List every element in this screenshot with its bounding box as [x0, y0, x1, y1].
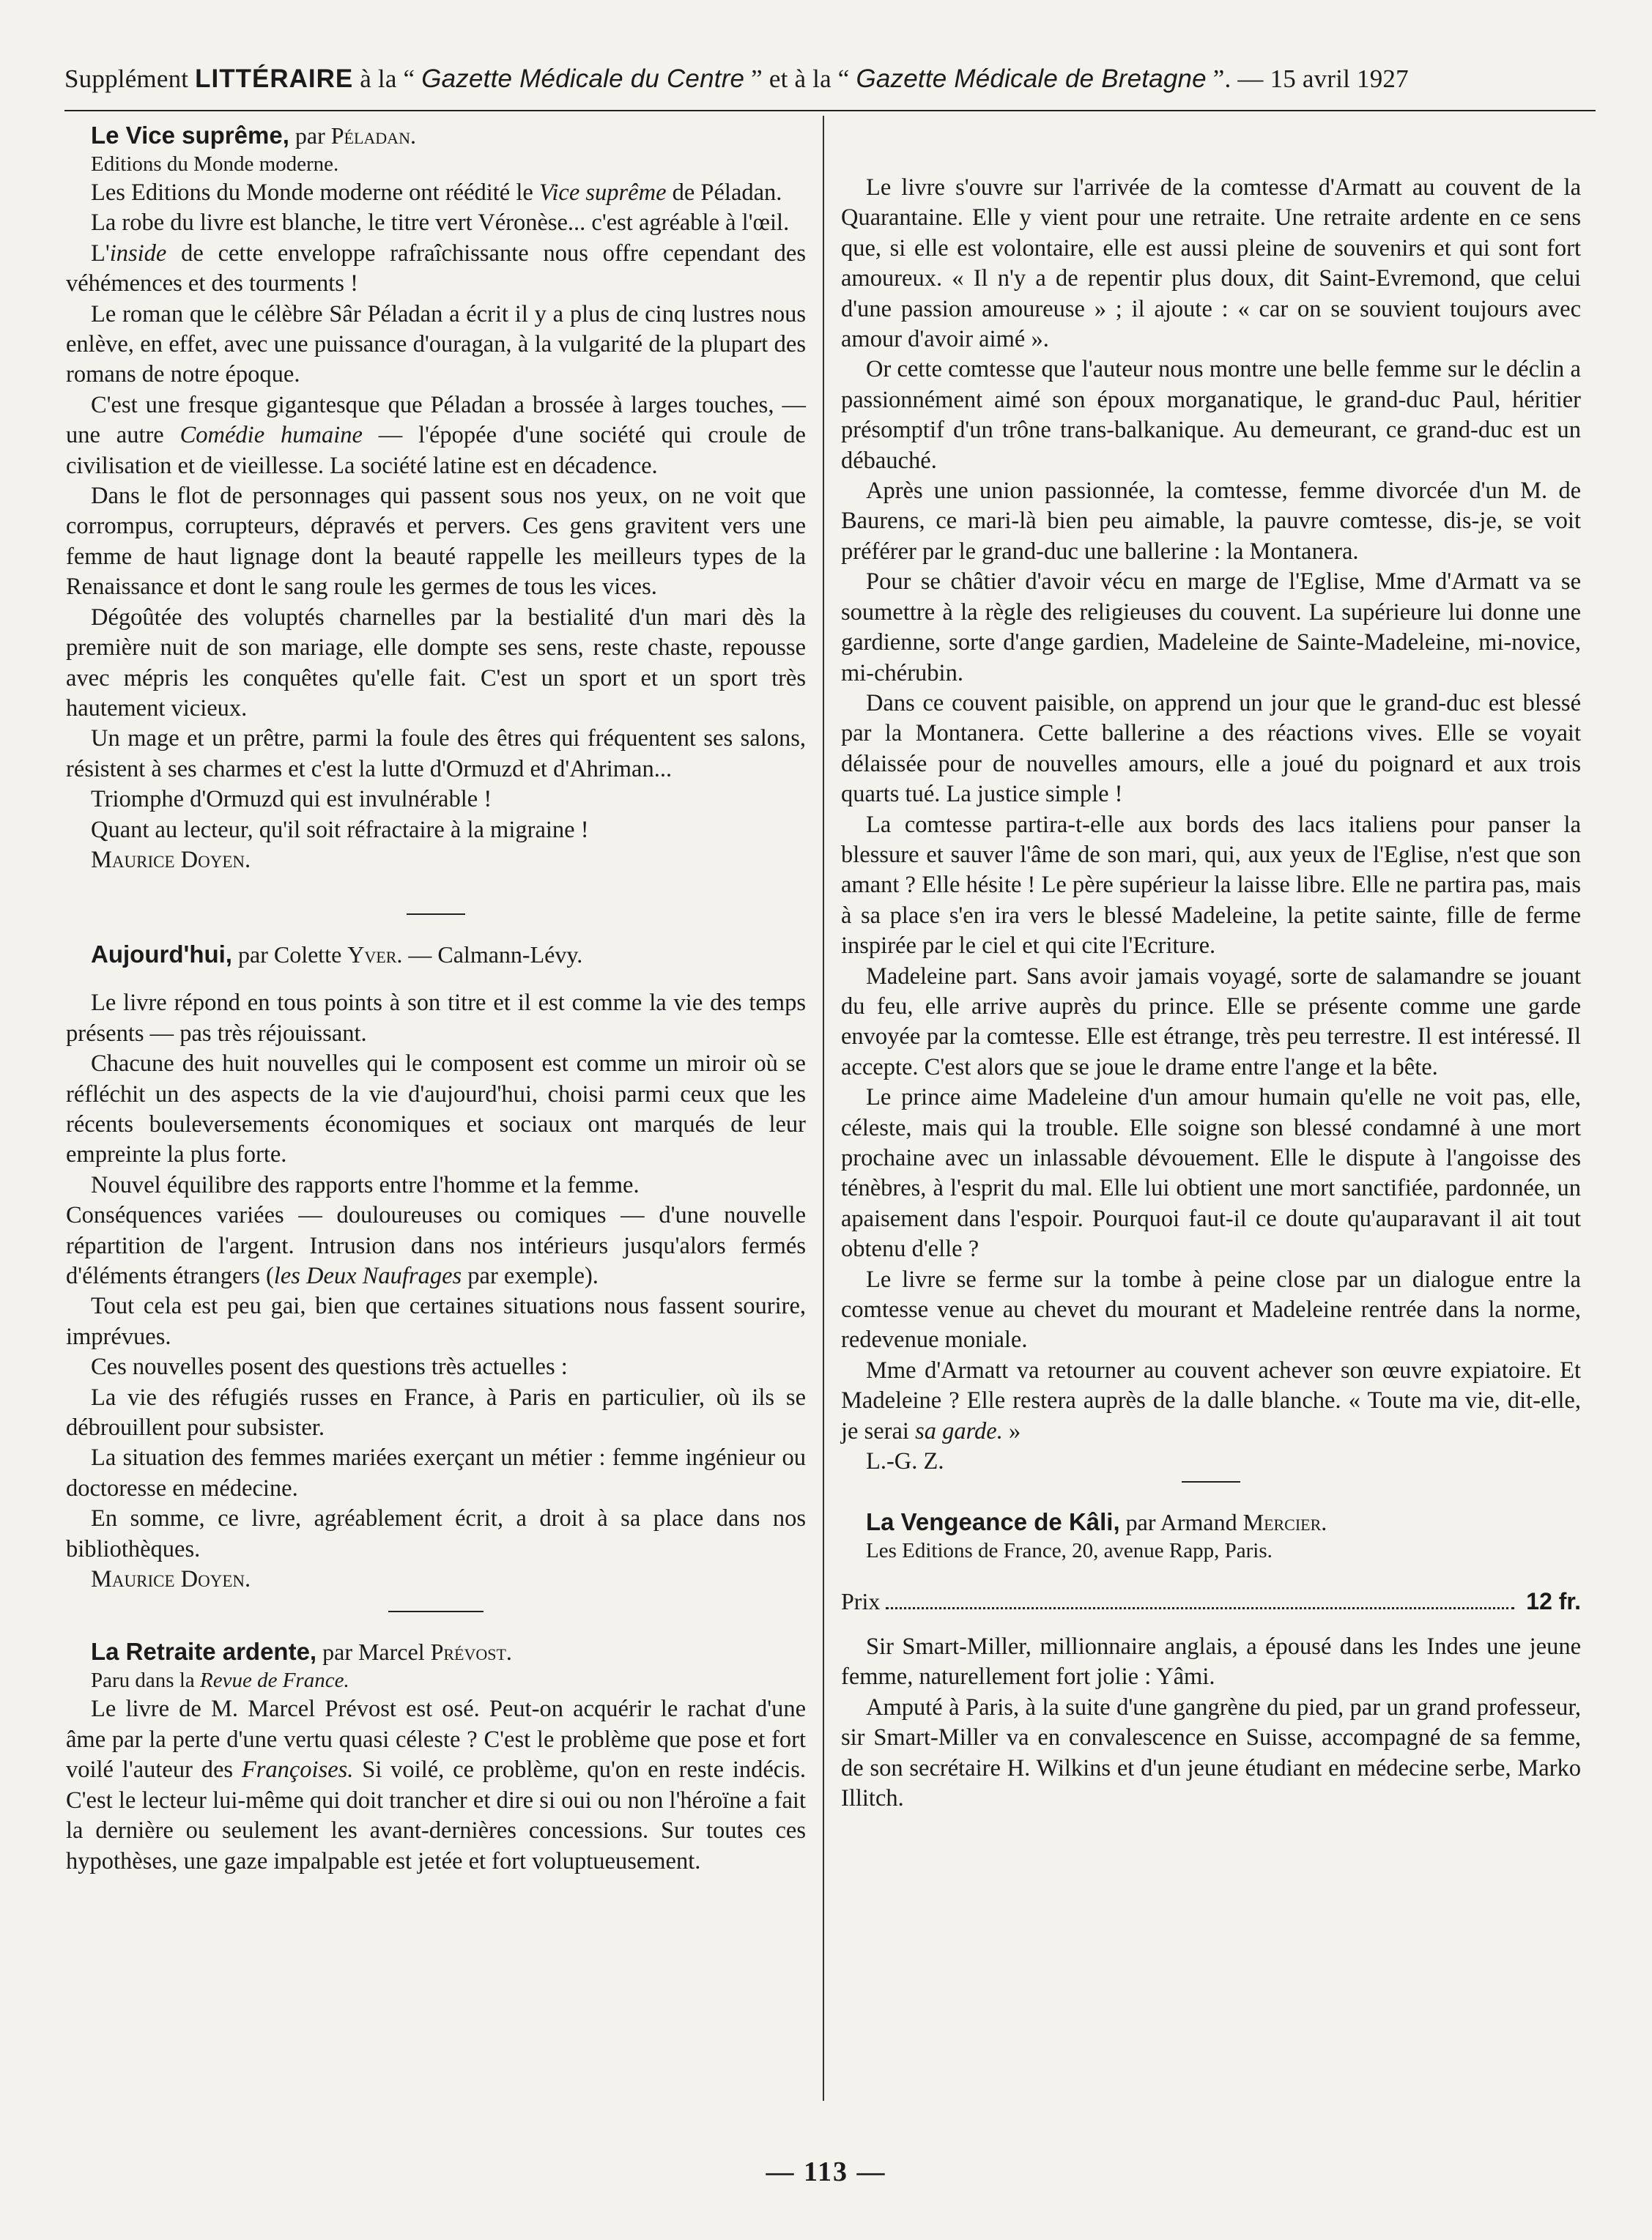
paragraph: Dans ce couvent paisible, on apprend un jour que le grand-duc est blessé par la Montanera. Cette ballerine a des réactions vives. Elle se voyait délaissée pour de nouvelles amours, elle a joué du poignard et aux trois quarts tué. La justice simple ! [841, 689, 1581, 808]
paragraph: La vie des réfugiés russes en France, à Paris en particulier, où ils se débrouillent pour subsister. [66, 1384, 806, 1442]
paragraph: Le roman que le célèbre Sâr Péladan a écrit il y a plus de cinq lustres nous enlève, en effet, avec une puissance d'ouragan, à la vulgarité de la plupart des romans de notre époque. [66, 300, 806, 388]
header-litteraire: LITTÉRAIRE [195, 64, 354, 93]
paragraph: Mme d'Armatt va retourner au couvent achever son œuvre expiatoire. Et Madeleine ? Elle restera auprès de la dalle blanche. « Toute ma vie, dit-elle, je serai sa garde. » [841, 1357, 1581, 1444]
review-retraite-ardente-continued [841, 173, 1581, 1477]
review-vice-supreme [66, 121, 806, 875]
review-aujourdhui [66, 940, 806, 1595]
paragraph: Madeleine part. Sans avoir jamais voyagé, sorte de salamandre se jouant du feu, elle arrive auprès du prince. Elle se présente comme une garde envoyée par la comtesse. Elle est étrange, très peu terrestre. Il est intéressé. Il accepte. C'est alors que se joue le drame entre l'ange et la bête. [841, 963, 1581, 1080]
paragraph: Le livre de M. Marcel Prévost est osé. Peut-on acquérir le rachat d'une âme par la perte d'une vertu quasi céleste ? C'est le problème que pose et fort voilé l'auteur des Françoises. Si voilé, ce problème, qu'on en reste indécis. C'est le lecteur lui-même qui doit trancher et dire si oui ou non l'héroïne a fait la dernière ou seulement les avant-dernières concessions. Sur toutes ces hypothèses, une gaze impalpable est jetée et fort voluptueusement. [66, 1696, 807, 1874]
review-title: Le Vice suprême, par Péladan. [91, 122, 416, 149]
header-journal1: Gazette Médicale du Centre [421, 64, 745, 93]
review-publisher: Paru dans la Revue de France. [91, 1669, 349, 1693]
page-header [64, 64, 1596, 94]
paragraph: Le livre s'ouvre sur l'arrivée de la comtesse d'Armatt au couvent de la Quarantaine. Elle y vient pour une retraite. Une retraite ardente en ce sens que, si elle est volontaire, elle est aussi pleine de souvenirs et qui sont fort amoureux. « Il n'y a de repentir plus doux, dit Saint-Evremond, que celui d'une passion amoureuse » ; il ajoute : « car on se souvient toujours avec amour d'avoir aimé ». [841, 174, 1581, 353]
paragraph: Pour se châtier d'avoir vécu en marge de l'Eglise, Mme d'Armatt va se soumettre à la règle des religieuses du couvent. La supérieure lui donne une gardienne, sorte d'ange gardien, Madeleine de Sainte-Madeleine, mi-novice, mi-chérubin. [841, 568, 1581, 686]
price-line [841, 1587, 1581, 1617]
review-publisher: Editions du Monde moderne. [91, 152, 339, 176]
signature: Maurice Doyen. [91, 846, 251, 873]
review-vengeance-de-kali [841, 1507, 1581, 1814]
paragraph: Le livre répond en tous points à son titre et il est comme la vie des temps présents — pas très réjouissant. [66, 990, 806, 1047]
paragraph: La situation des femmes mariées exerçant un métier : femme ingénieur ou doctoresse en médecine. [66, 1444, 806, 1502]
paragraph: Conséquences variées — douloureuses ou comiques — d'une nouvelle répartition de l'argent. Intrusion dans nos intérieurs jusqu'alors fermés d'éléments étrangers (les Deux Naufrages par exemple). [66, 1202, 806, 1289]
page-number: — 113 — [766, 2156, 886, 2187]
separator [407, 913, 465, 915]
right-column [841, 173, 1581, 1814]
signature: L.-G. Z. [866, 1448, 944, 1475]
header-date: ”. — 15 avril 1927 [1206, 64, 1409, 93]
left-column [66, 121, 806, 1877]
paragraph: Chacune des huit nouvelles qui le composent est comme un miroir où se réfléchit un des aspects de la vie d'aujourd'hui, choisi parmi ceux que les récents bouleversements économiques et sociaux ont marqués de leur empreinte la plus forte. [66, 1050, 806, 1168]
review-title: La Vengeance de Kâli, par Armand Mercier. [866, 1508, 1327, 1536]
review-retraite-ardente [66, 1637, 806, 1876]
paragraph: Ces nouvelles posent des questions très actuelles : [91, 1354, 568, 1381]
paragraph: Le livre se ferme sur la tombe à peine close par un dialogue entre la comtesse venue au chevet du mourant et Madeleine rentrée dans la norme, redevenue moniale. [841, 1266, 1581, 1354]
separator [388, 1611, 484, 1612]
separator [1182, 1481, 1240, 1483]
paragraph: C'est une fresque gigantesque que Péladan a brossée à larges touches, — une autre Comédie humaine — l'épopée d'une société qui croule de civilisation et de vieillesse. La société latine est en décadence. [66, 391, 806, 479]
price-leader-dots [886, 1607, 1514, 1609]
header-rule [64, 110, 1596, 111]
price-label: Prix [841, 1588, 881, 1615]
paragraph: L'inside de cette enveloppe rafraîchissante nous offre cependant des véhémences et des tourments ! [66, 240, 806, 297]
paragraph: Tout cela est peu gai, bien que certaines situations nous fassent sourire, imprévues. [66, 1293, 806, 1350]
paragraph: Dans le flot de personnages qui passent sous nos yeux, on ne voit que corrompus, corrupteurs, dépravés et pervers. Ces gens gravitent vers une femme de haut lignage dont la beauté rappelle les meilleurs types de la Renaissance et dont le sang roule les germes de tous les vices. [66, 483, 806, 601]
paragraph: Quant au lecteur, qu'il soit réfractaire à la migraine ! [91, 816, 589, 843]
paragraph: Or cette comtesse que l'auteur nous montre une belle femme sur le déclin a passionnément aimé son époux morganatique, le grand-duc Paul, héritier présomptif d'un trône trans-balkanique. Au demeurant, ce grand-duc est un débauché. [841, 356, 1581, 474]
paragraph: Un mage et un prêtre, parmi la foule des êtres qui fréquentent ses salons, résistent à ses charmes et c'est la lutte d'Ormuzd et d'Ahriman... [66, 725, 806, 782]
paragraph: Triomphe d'Ormuzd qui est invulnérable ! [91, 786, 492, 813]
paragraph: Après une union passionnée, la comtesse, femme divorcée d'un M. de Baurens, ce mari-là bien peu aimable, la pauvre comtesse, dis-je, se voit préférer par le grand-duc une ballerine : la Montanera. [841, 478, 1581, 565]
paragraph: Dégoûtée des voluptés charnelles par la bestialité d'un mari dès la première nuit de son mariage, elle dompte ses sens, reste chaste, repousse avec mépris les conquêtes qu'elle fait. C'est un sport et un sport très hautement vicieux. [66, 604, 806, 722]
paragraph: En somme, ce livre, agréablement écrit, a droit à sa place dans nos bibliothèques. [66, 1505, 806, 1562]
review-title: La Retraite ardente, par Marcel Prévost. [91, 1638, 512, 1666]
paragraph: Les Editions du Monde moderne ont réédité le Vice suprême de Péladan. [91, 179, 782, 206]
paragraph: Amputé à Paris, à la suite d'une gangrène du pied, par un grand professeur, sir Smart-Miller va en convalescence en Suisse, accompagné de sa femme, de son secrétaire H. Wilkins et d'un jeune étudiant en médecine serbe, Marko Illitch. [841, 1694, 1581, 1811]
paragraph: Sir Smart-Miller, millionnaire anglais, a épousé dans les Indes une jeune femme, naturellement fort jolie : Yâmi. [841, 1633, 1581, 1691]
header-pre: Supplément [64, 64, 196, 93]
header-journal2: Gazette Médicale de Bretagne [856, 64, 1207, 93]
signature: Maurice Doyen. [91, 1566, 251, 1593]
header-mid2: ” et à la “ [744, 64, 856, 93]
paragraph: Nouvel équilibre des rapports entre l'homme et la femme. [91, 1171, 640, 1198]
review-publisher: Les Editions de France, 20, avenue Rapp, Paris. [866, 1539, 1273, 1563]
paragraph: La comtesse partira-t-elle aux bords des lacs italiens pour panser la blessure et sauver l'âme de son mari, qui, aux yeux de l'Eglise, n'est que son amant ? Elle hésite ! Le père supérieur la laisse libre. Elle ne partira pas, mais à sa place s'en ira vers le blessé Madeleine, la petite sainte, fille de ferme inspirée par le ciel et qui cite l'Ecriture. [841, 811, 1581, 960]
review-title: Aujourd'hui, par Colette Yver. — Calmann-Lévy. [91, 941, 583, 968]
paragraph: Le prince aime Madeleine d'un amour humain qu'elle ne voit pas, elle, céleste, mais qui la trouble. Elle soigne son blessé condamné à une mort prochaine avec un inlassable dévouement. Elle le dispute à l'angoisse des ténèbres, à l'esprit du mal. Elle lui obtient une mort sanctifiée, pardonnée, un apaisement dans l'espoir. Pourquoi faut-il ce doute qu'auparavant il ait tout obtenu d'elle ? [841, 1084, 1581, 1263]
price-value: 12 fr. [1526, 1588, 1581, 1615]
paragraph: La robe du livre est blanche, le titre vert Véronèse... c'est agréable à l'œil. [91, 209, 790, 237]
header-mid1: à la “ [353, 64, 422, 93]
column-divider [823, 116, 824, 2101]
